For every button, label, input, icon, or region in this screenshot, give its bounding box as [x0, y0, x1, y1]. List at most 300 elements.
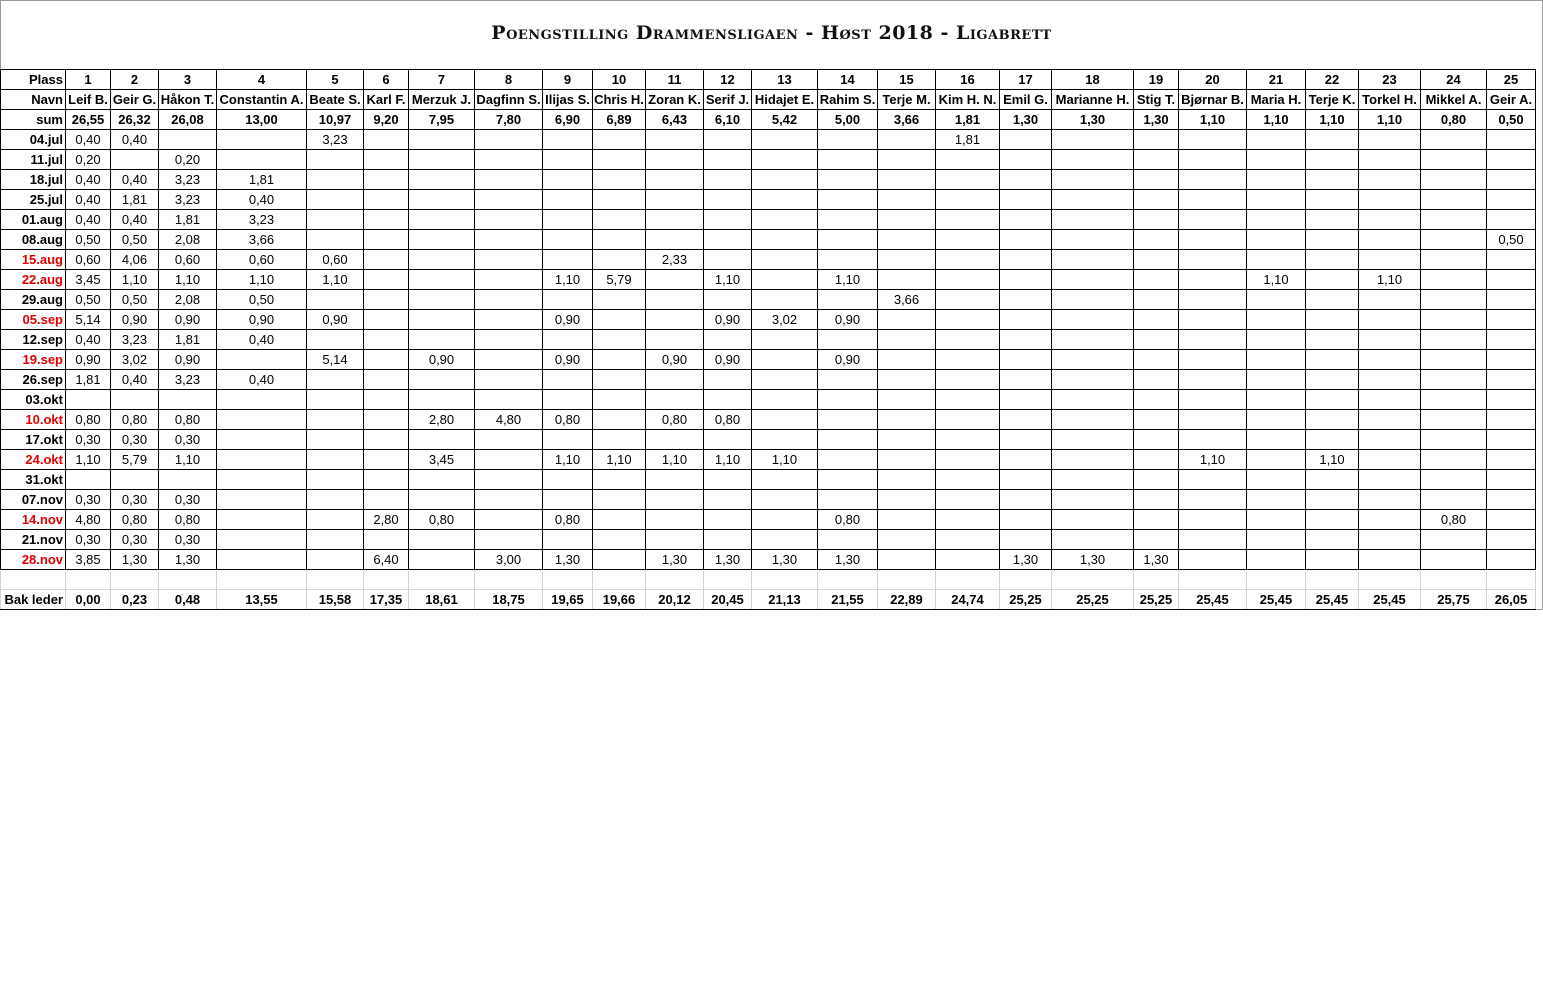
score-cell: [1052, 270, 1134, 290]
score-cell: [752, 510, 818, 530]
score-cell: [475, 210, 543, 230]
score-cell: [1000, 350, 1052, 370]
score-cell: [818, 430, 878, 450]
score-cell: [1359, 410, 1421, 430]
score-cell: [593, 230, 646, 250]
score-cell: [409, 190, 475, 210]
score-cell: [1247, 230, 1306, 250]
place-cell: 10: [593, 70, 646, 90]
score-cell: [752, 170, 818, 190]
score-cell: [475, 130, 543, 150]
score-cell: [646, 390, 704, 410]
behind-leader-cell: 22,89: [878, 590, 936, 610]
score-cell: [1487, 450, 1536, 470]
score-cell: 1,10: [159, 450, 217, 470]
score-cell: [1134, 290, 1179, 310]
score-cell: [364, 170, 409, 190]
score-cell: [1359, 450, 1421, 470]
score-cell: [936, 450, 1000, 470]
behind-leader-cell: 18,61: [409, 590, 475, 610]
score-cell: 0,20: [159, 150, 217, 170]
place-cell: 6: [364, 70, 409, 90]
score-cell: [1421, 290, 1487, 310]
player-name-cell: Rahim S.: [818, 90, 878, 110]
score-cell: [66, 470, 111, 490]
score-cell: [1487, 350, 1536, 370]
score-cell: [878, 530, 936, 550]
score-cell: [1134, 130, 1179, 150]
score-cell: [1052, 310, 1134, 330]
round-date-cell: 29.aug: [1, 290, 66, 310]
score-cell: [1000, 230, 1052, 250]
score-cell: [818, 490, 878, 510]
score-cell: 0,30: [66, 430, 111, 450]
score-cell: [409, 250, 475, 270]
round-row: [1, 470, 1536, 490]
score-cell: [704, 290, 752, 310]
score-cell: [593, 430, 646, 450]
score-cell: 0,90: [818, 310, 878, 330]
score-cell: [409, 130, 475, 150]
score-cell: [409, 390, 475, 410]
score-cell: [364, 290, 409, 310]
score-cell: [364, 130, 409, 150]
score-cell: [1134, 490, 1179, 510]
sum-cell: 6,89: [593, 110, 646, 130]
score-cell: [1359, 230, 1421, 250]
score-cell: 0,90: [159, 310, 217, 330]
score-cell: 0,60: [66, 250, 111, 270]
score-cell: [878, 310, 936, 330]
score-cell: 0,60: [217, 250, 307, 270]
behind-leader-cell: 13,55: [217, 590, 307, 610]
score-cell: [878, 450, 936, 470]
score-cell: [409, 370, 475, 390]
score-cell: [475, 270, 543, 290]
score-cell: [1247, 210, 1306, 230]
score-cell: [1306, 550, 1359, 570]
score-cell: 3,02: [111, 350, 159, 370]
score-cell: [704, 150, 752, 170]
behind-leader-cell: 21,55: [818, 590, 878, 610]
score-cell: [475, 350, 543, 370]
score-cell: [475, 470, 543, 490]
score-cell: [646, 310, 704, 330]
blank-cell: [364, 570, 409, 590]
score-cell: [1247, 350, 1306, 370]
score-cell: [1052, 150, 1134, 170]
score-cell: [307, 290, 364, 310]
score-cell: [364, 450, 409, 470]
score-cell: [878, 150, 936, 170]
score-cell: [936, 310, 1000, 330]
score-cell: [1487, 390, 1536, 410]
sum-cell: 1,81: [936, 110, 1000, 130]
score-cell: [1306, 310, 1359, 330]
score-cell: [818, 470, 878, 490]
score-cell: [1359, 530, 1421, 550]
round-date-cell: 25.jul: [1, 190, 66, 210]
score-cell: 1,30: [646, 550, 704, 570]
score-cell: [1359, 170, 1421, 190]
score-cell: [878, 350, 936, 370]
score-cell: [878, 550, 936, 570]
place-cell: 19: [1134, 70, 1179, 90]
score-cell: [704, 470, 752, 490]
score-cell: 0,50: [217, 290, 307, 310]
score-cell: 0,60: [159, 250, 217, 270]
score-cell: [1487, 510, 1536, 530]
score-cell: [1359, 310, 1421, 330]
score-cell: [1306, 510, 1359, 530]
score-cell: 1,10: [217, 270, 307, 290]
score-cell: 1,30: [111, 550, 159, 570]
header-row-names: [1, 90, 1536, 110]
round-date-cell: 18.jul: [1, 170, 66, 190]
score-cell: [1247, 550, 1306, 570]
score-cell: [307, 470, 364, 490]
player-name-cell: Dagfinn S.: [475, 90, 543, 110]
score-cell: 0,30: [159, 530, 217, 550]
score-cell: [543, 130, 593, 150]
score-cell: [936, 190, 1000, 210]
score-cell: [1306, 490, 1359, 510]
behind-leader-cell: 25,45: [1306, 590, 1359, 610]
row-label-sum: sum: [1, 110, 66, 130]
score-cell: [543, 490, 593, 510]
score-cell: [1052, 370, 1134, 390]
score-cell: [1179, 230, 1247, 250]
score-cell: [1359, 150, 1421, 170]
score-cell: 1,10: [704, 270, 752, 290]
score-cell: [1421, 450, 1487, 470]
score-cell: [307, 390, 364, 410]
score-cell: 0,60: [307, 250, 364, 270]
behind-leader-cell: 18,75: [475, 590, 543, 610]
round-row: [1, 410, 1536, 430]
score-cell: [1179, 390, 1247, 410]
player-name-cell: Håkon T.: [159, 90, 217, 110]
score-cell: [409, 490, 475, 510]
score-cell: [1306, 410, 1359, 430]
score-cell: [1421, 230, 1487, 250]
place-cell: 8: [475, 70, 543, 90]
score-cell: [307, 150, 364, 170]
sum-cell: 7,95: [409, 110, 475, 130]
sum-cell: 6,10: [704, 110, 752, 130]
score-cell: [593, 170, 646, 190]
score-cell: [1179, 410, 1247, 430]
score-cell: [1179, 290, 1247, 310]
round-date-cell: 26.sep: [1, 370, 66, 390]
score-cell: [646, 210, 704, 230]
score-cell: 0,40: [111, 210, 159, 230]
score-cell: [364, 490, 409, 510]
round-row: [1, 230, 1536, 250]
score-cell: 0,40: [66, 210, 111, 230]
score-cell: [1000, 210, 1052, 230]
score-cell: [307, 330, 364, 350]
score-cell: [1134, 190, 1179, 210]
score-cell: 0,40: [111, 130, 159, 150]
score-cell: [1052, 350, 1134, 370]
score-cell: [1134, 230, 1179, 250]
score-cell: [704, 390, 752, 410]
score-cell: [593, 190, 646, 210]
score-cell: 1,30: [1134, 550, 1179, 570]
sum-cell: 5,42: [752, 110, 818, 130]
score-cell: [1134, 410, 1179, 430]
score-cell: [111, 150, 159, 170]
score-cell: [1179, 370, 1247, 390]
score-cell: 1,81: [217, 170, 307, 190]
score-cell: [1487, 490, 1536, 510]
behind-leader-cell: 15,58: [307, 590, 364, 610]
score-cell: 1,10: [1179, 450, 1247, 470]
place-cell: 5: [307, 70, 364, 90]
score-cell: [1359, 210, 1421, 230]
score-cell: [475, 290, 543, 310]
score-cell: [1359, 130, 1421, 150]
score-cell: [1134, 310, 1179, 330]
score-cell: [1052, 190, 1134, 210]
score-cell: 3,45: [66, 270, 111, 290]
score-cell: [364, 210, 409, 230]
score-cell: [1179, 130, 1247, 150]
score-cell: 3,85: [66, 550, 111, 570]
round-date-cell: 04.jul: [1, 130, 66, 150]
blank-cell: [1487, 570, 1536, 590]
score-cell: 0,30: [159, 430, 217, 450]
score-cell: 1,10: [111, 270, 159, 290]
score-cell: [1421, 150, 1487, 170]
score-cell: [1179, 190, 1247, 210]
behind-leader-cell: 26,05: [1487, 590, 1536, 610]
score-cell: [593, 370, 646, 390]
score-cell: [936, 530, 1000, 550]
score-cell: [1359, 470, 1421, 490]
score-cell: [475, 450, 543, 470]
score-cell: [1000, 530, 1052, 550]
score-cell: [752, 410, 818, 430]
blank-cell: [1, 570, 66, 590]
score-cell: [593, 530, 646, 550]
blank-cell: [409, 570, 475, 590]
score-cell: [543, 230, 593, 250]
score-cell: 0,80: [111, 510, 159, 530]
score-cell: [1134, 370, 1179, 390]
score-cell: [364, 330, 409, 350]
score-cell: 1,81: [159, 330, 217, 350]
score-cell: [646, 130, 704, 150]
score-cell: [307, 170, 364, 190]
score-cell: [818, 330, 878, 350]
score-cell: [409, 330, 475, 350]
player-name-cell: Stig T.: [1134, 90, 1179, 110]
score-cell: 0,80: [66, 410, 111, 430]
score-cell: 2,80: [409, 410, 475, 430]
score-cell: [752, 370, 818, 390]
score-cell: [543, 210, 593, 230]
blank-cell: [1359, 570, 1421, 590]
score-cell: [878, 190, 936, 210]
score-cell: [1421, 430, 1487, 450]
score-cell: 0,80: [543, 410, 593, 430]
score-cell: [364, 270, 409, 290]
score-cell: [704, 330, 752, 350]
row-label-navn: Navn: [1, 90, 66, 110]
sum-cell: 6,43: [646, 110, 704, 130]
score-cell: [543, 190, 593, 210]
behind-leader-cell: 24,74: [936, 590, 1000, 610]
score-cell: [1487, 150, 1536, 170]
page-title: Poengstilling Drammensligaen - Høst 2018 - Ligabrett: [491, 22, 1052, 44]
score-cell: 2,08: [159, 230, 217, 250]
score-cell: [307, 510, 364, 530]
score-cell: [475, 390, 543, 410]
score-cell: 0,40: [111, 370, 159, 390]
score-cell: [307, 530, 364, 550]
score-cell: 0,80: [159, 410, 217, 430]
score-cell: [593, 390, 646, 410]
behind-leader-cell: 0,23: [111, 590, 159, 610]
score-cell: [1134, 150, 1179, 170]
score-cell: [1306, 470, 1359, 490]
place-cell: 16: [936, 70, 1000, 90]
score-cell: 1,30: [704, 550, 752, 570]
score-cell: [1247, 290, 1306, 310]
score-cell: 3,23: [159, 370, 217, 390]
score-cell: [1359, 490, 1421, 510]
sum-cell: 26,55: [66, 110, 111, 130]
score-cell: [1179, 170, 1247, 190]
score-cell: 3,02: [752, 310, 818, 330]
blank-cell: [936, 570, 1000, 590]
round-row: [1, 450, 1536, 470]
score-cell: [878, 370, 936, 390]
score-cell: 2,08: [159, 290, 217, 310]
score-cell: [1179, 270, 1247, 290]
score-cell: [409, 170, 475, 190]
score-cell: [752, 430, 818, 450]
score-cell: [936, 430, 1000, 450]
score-cell: [66, 390, 111, 410]
score-cell: [543, 150, 593, 170]
sum-cell: 7,80: [475, 110, 543, 130]
place-cell: 15: [878, 70, 936, 90]
score-cell: [1134, 250, 1179, 270]
score-cell: [752, 530, 818, 550]
sum-cell: 1,30: [1134, 110, 1179, 130]
score-cell: 0,30: [111, 490, 159, 510]
score-cell: [1179, 210, 1247, 230]
score-cell: [217, 430, 307, 450]
score-cell: 3,00: [475, 550, 543, 570]
score-cell: [1421, 470, 1487, 490]
sum-cell: 26,08: [159, 110, 217, 130]
score-cell: [1306, 190, 1359, 210]
score-cell: [409, 210, 475, 230]
score-cell: [1179, 330, 1247, 350]
score-cell: [159, 470, 217, 490]
score-cell: 1,10: [593, 450, 646, 470]
round-date-cell: 14.nov: [1, 510, 66, 530]
score-cell: [1179, 150, 1247, 170]
score-cell: [475, 190, 543, 210]
score-cell: [1487, 370, 1536, 390]
player-name-cell: Mikkel A.: [1421, 90, 1487, 110]
place-cell: 14: [818, 70, 878, 90]
score-cell: [878, 330, 936, 350]
score-cell: [111, 470, 159, 490]
score-cell: [1359, 330, 1421, 350]
score-cell: 0,30: [111, 530, 159, 550]
sum-cell: 26,32: [111, 110, 159, 130]
score-cell: [878, 430, 936, 450]
score-cell: [936, 550, 1000, 570]
blank-cell: [818, 570, 878, 590]
score-cell: [936, 270, 1000, 290]
behind-leader-cell: 20,45: [704, 590, 752, 610]
round-row: [1, 270, 1536, 290]
score-cell: 0,90: [543, 350, 593, 370]
score-cell: [878, 470, 936, 490]
score-cell: [1000, 450, 1052, 470]
score-cell: [593, 350, 646, 370]
score-cell: 1,30: [543, 550, 593, 570]
score-cell: [1134, 270, 1179, 290]
sum-cell: 0,50: [1487, 110, 1536, 130]
blank-cell: [646, 570, 704, 590]
score-cell: 1,81: [936, 130, 1000, 150]
place-cell: 20: [1179, 70, 1247, 90]
score-cell: [1247, 450, 1306, 470]
score-cell: [543, 170, 593, 190]
score-cell: [752, 490, 818, 510]
score-cell: [307, 550, 364, 570]
round-date-cell: 01.aug: [1, 210, 66, 230]
place-cell: 24: [1421, 70, 1487, 90]
sum-cell: 1,10: [1179, 110, 1247, 130]
score-cell: [818, 530, 878, 550]
score-cell: [1052, 250, 1134, 270]
round-date-cell: 03.okt: [1, 390, 66, 410]
score-cell: [475, 430, 543, 450]
score-cell: 1,10: [704, 450, 752, 470]
player-name-cell: Beate S.: [307, 90, 364, 110]
round-date-cell: 21.nov: [1, 530, 66, 550]
blank-cell: [217, 570, 307, 590]
sum-cell: 1,10: [1359, 110, 1421, 130]
behind-leader-row: [1, 590, 1536, 610]
round-row: [1, 290, 1536, 310]
score-cell: [1487, 430, 1536, 450]
row-label-plass: Plass: [1, 70, 66, 90]
score-cell: [543, 250, 593, 270]
score-cell: [1359, 390, 1421, 410]
score-cell: [646, 190, 704, 210]
score-cell: [217, 510, 307, 530]
round-date-cell: 28.nov: [1, 550, 66, 570]
player-name-cell: Torkel H.: [1359, 90, 1421, 110]
sum-cell: 1,10: [1247, 110, 1306, 130]
blank-cell: [1306, 570, 1359, 590]
score-cell: 0,90: [66, 350, 111, 370]
score-cell: [217, 490, 307, 510]
score-cell: [704, 250, 752, 270]
score-cell: [1487, 190, 1536, 210]
score-cell: [704, 170, 752, 190]
